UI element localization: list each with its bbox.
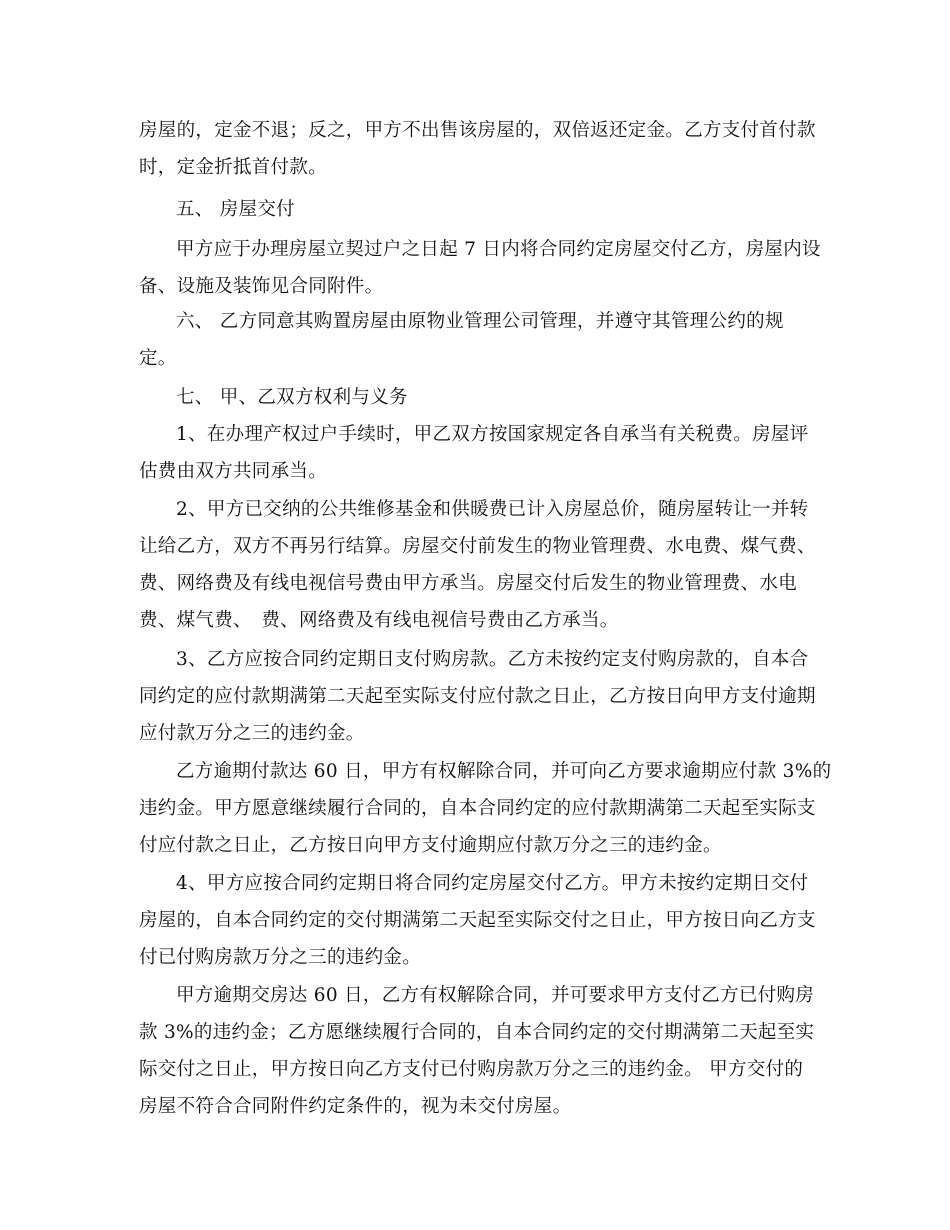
text-line: 应付款万分之三的违约金。 <box>139 723 365 744</box>
text-line: 款 3%的违约金；乙方愿继续履行合同的，自本合同约定的交付期满第二天起至实 <box>139 1022 815 1043</box>
text-line: 付应付款之日止，乙方按日向甲方支付逾期应付款万分之三的违约金。 <box>139 835 722 856</box>
text-line: 甲方逾期交房达 60 日，乙方有权解除合同，并可要求甲方支付乙方已付购房 <box>176 985 815 1006</box>
text-line: 费、网络费及有线电视信号费由甲方承当。房屋交付后发生的物业管理费、水电 <box>139 573 798 594</box>
text-line: 际交付之日止，甲方按日向乙方支付已付购房款万分之三的违约金。 甲方交付的 <box>139 1059 804 1080</box>
text-line: 违约金。甲方愿意继续履行合同的，自本合同约定的应付款期满第二天起至实际支 <box>139 798 816 819</box>
section-heading: 七、 甲、乙双方权利与义务 <box>176 387 408 408</box>
text-line: 时，定金折抵首付款。 <box>139 157 328 178</box>
text-line: 房屋不符合合同附件约定条件的，视为未交付房屋。 <box>139 1096 572 1117</box>
text-line: 备、设施及装饰见合同附件。 <box>139 276 384 297</box>
text-line: 2、甲方已交纳的公共维修基金和供暖费已计入房屋总价，随房屋转让一并转 <box>176 499 809 520</box>
text-line: 房屋的，自本合同约定的交付期满第二天起至实际交付之日止，甲方按日向乙方支 <box>139 910 816 931</box>
text-line: 1、在办理产权过户手续时，甲乙双方按国家规定各自承当有关税费。房屋评 <box>176 424 809 445</box>
text-line: 定。 <box>139 348 177 369</box>
text-line: 估费由双方共同承当。 <box>139 461 328 482</box>
text-line: 付已付购房款万分之三的违约金。 <box>139 947 422 968</box>
text-line: 让给乙方，双方不再另行结算。房屋交付前发生的物业管理费、水电费、煤气费、 <box>139 536 816 557</box>
text-line: 同约定的应付款期满第二天起至实际支付应付款之日止，乙方按日向甲方支付逾期 <box>139 686 816 707</box>
section-heading: 六、 乙方同意其购置房屋由原物业管理公司管理，并遵守其管理公约的规 <box>176 311 784 332</box>
text-line: 乙方逾期付款达 60 日，甲方有权解除合同，并可向乙方要求逾期应付款 3%的 <box>176 761 832 782</box>
text-line: 费、煤气费、 费、网络费及有线电视信号费由乙方承当。 <box>139 610 619 631</box>
text-line: 3、乙方应按合同约定期日支付购房款。乙方未按约定支付购房款的，自本合 <box>176 649 809 670</box>
section-heading: 五、 房屋交付 <box>176 199 295 220</box>
text-line: 甲方应于办理房屋立契过户之日起 7 日内将合同约定房屋交付乙方，房屋内设 <box>176 239 821 260</box>
text-line: 房屋的，定金不退；反之，甲方不出售该房屋的，双倍返还定金。乙方支付首付款 <box>139 120 816 141</box>
text-line: 4、甲方应按合同约定期日将合同约定房屋交付乙方。甲方未按约定期日交付 <box>176 873 809 894</box>
